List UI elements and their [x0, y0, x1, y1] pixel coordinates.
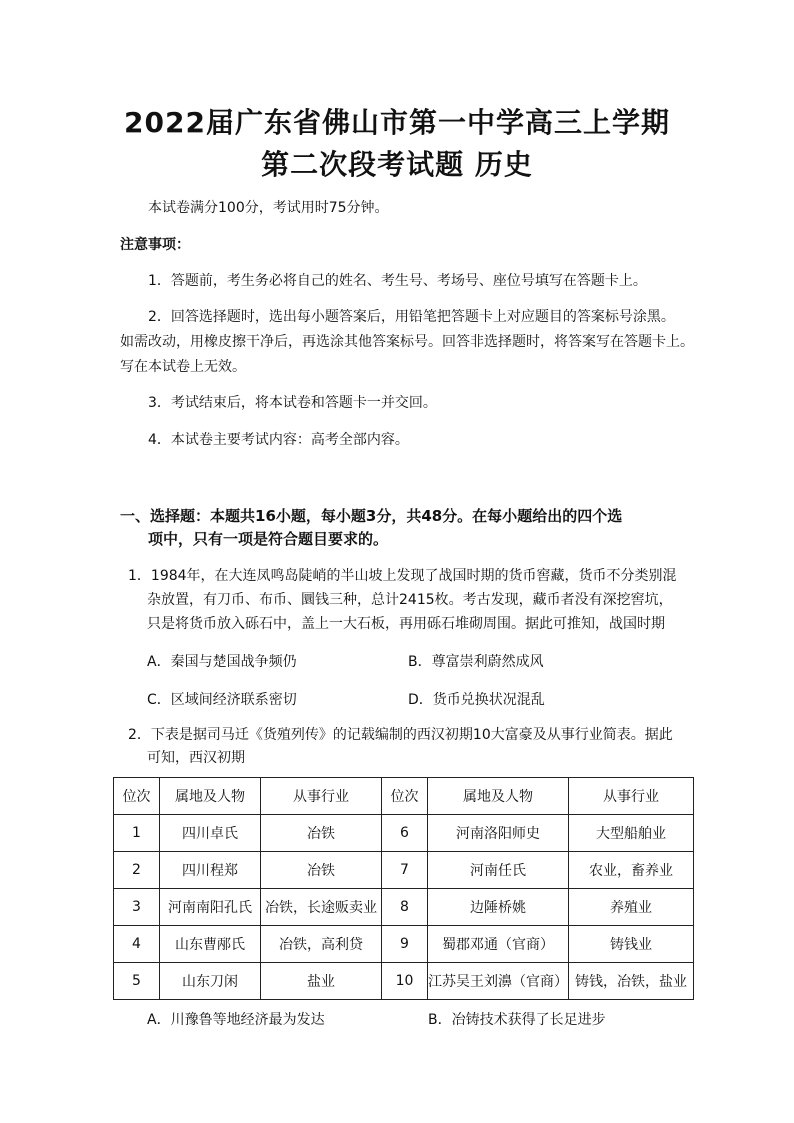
table-cell: 铸钱业	[569, 926, 694, 963]
table-cell: 7	[382, 852, 428, 889]
table-cell: 四川卓氏	[160, 815, 261, 852]
table-row	[114, 852, 694, 889]
question-1-line-1: 1．1984年，在大连凤鸣岛陡峭的半山坡上发现了战国时期的货币窖藏，货币不分类别混	[128, 568, 677, 584]
table-cell: 3	[114, 889, 160, 926]
question-1-option-a: A．秦国与楚国战争频仍	[147, 654, 297, 670]
section-1-heading-line-1: 一、选择题：本题共16小题，每小题3分，共48分。在每小题给出的四个选	[120, 507, 623, 525]
table-cell: 8	[382, 889, 428, 926]
table-cell: 4	[114, 926, 160, 963]
table-cell: 5	[114, 963, 160, 1000]
table-cell: 冶铁	[261, 852, 382, 889]
table-cell: 9	[382, 926, 428, 963]
table-header-row	[114, 778, 694, 815]
note-2-line-3: 写在本试卷上无效。	[120, 359, 246, 375]
table-header-cell: 位次	[114, 778, 160, 815]
table-cell: 盐业	[261, 963, 382, 1000]
notes-heading: 注意事项：	[120, 237, 190, 253]
note-3: 3．考试结束后，将本试卷和答题卡一并交回。	[148, 395, 437, 411]
page-title-line-2: 第二次段考试题 历史	[261, 148, 533, 181]
table-cell: 2	[114, 852, 160, 889]
table-cell: 蜀郡邓通（官商）	[428, 926, 569, 963]
table-cell: 江苏吴王刘濞（官商）	[428, 963, 569, 1000]
table-cell: 冶铁，长途贩卖业	[261, 889, 382, 926]
table-cell: 大型船舶业	[569, 815, 694, 852]
table-header-cell: 位次	[382, 778, 428, 815]
question-2-option-b: B．冶铸技术获得了长足进步	[428, 1012, 606, 1028]
section-1-heading-line-2: 项中，只有一项是符合题目要求的。	[148, 530, 389, 548]
question-1-option-c: C．区域间经济联系密切	[147, 692, 297, 708]
table-cell: 边陲桥姚	[428, 889, 569, 926]
exam-intro: 本试卷满分100分，考试用时75分钟。	[148, 200, 389, 216]
question-1-option-d: D．货币兑换状况混乱	[408, 692, 545, 708]
note-1: 1．答题前，考生务必将自己的姓名、考生号、考场号、座位号填写在答题卡上。	[148, 273, 647, 289]
question-2-line-1: 2．下表是据司马迁《货殖列传》的记载编制的西汉初期10大富豪及从事行业简表。据此	[128, 727, 673, 743]
question-1-line-2: 杂放置，有刀币、布币、圜钱三种，总计2415枚。考古发现，藏币者没有深挖窖坑，	[147, 592, 673, 608]
table-cell: 农业，畜养业	[569, 852, 694, 889]
table-header-cell: 属地及人物	[160, 778, 261, 815]
table-row	[114, 926, 694, 963]
table-cell: 铸钱，冶铁，盐业	[569, 963, 694, 1000]
table-cell: 河南洛阳师史	[428, 815, 569, 852]
table-row	[114, 815, 694, 852]
page-title-line-1: 2022届广东省佛山市第一中学高三上学期	[124, 106, 670, 139]
table-cell: 四川程郑	[160, 852, 261, 889]
question-2-option-a: A．川豫鲁等地经济最为发达	[147, 1012, 325, 1028]
table-cell: 10	[382, 963, 428, 1000]
table-row	[114, 889, 694, 926]
wealthy-merchants-table	[113, 777, 694, 1000]
table-cell: 冶铁	[261, 815, 382, 852]
table-cell: 河南南阳孔氏	[160, 889, 261, 926]
question-1-line-3: 只是将货币放入砾石中，盖上一大石板，再用砾石堆砌周围。据此可推知，战国时期	[147, 616, 665, 632]
note-4: 4．本试卷主要考试内容：高考全部内容。	[148, 432, 409, 448]
table-header-cell: 从事行业	[569, 778, 694, 815]
note-2-line-1: 2．回答选择题时，选出每小题答案后，用铅笔把答题卡上对应题目的答案标号涂黑。	[148, 309, 675, 325]
table-cell: 6	[382, 815, 428, 852]
table-cell: 山东刀闲	[160, 963, 261, 1000]
table-header-cell: 从事行业	[261, 778, 382, 815]
question-2-line-2: 可知，西汉初期	[147, 750, 245, 766]
table-cell: 1	[114, 815, 160, 852]
table-row	[114, 963, 694, 1000]
note-2-line-2: 如需改动，用橡皮擦干净后，再选涂其他答案标号。回答非选择题时，将答案写在答题卡上。	[120, 334, 694, 350]
table-cell: 养殖业	[569, 889, 694, 926]
question-1-option-b: B．尊富崇利蔚然成风	[408, 654, 544, 670]
table-cell: 冶铁，高利贷	[261, 926, 382, 963]
table-header-cell: 属地及人物	[428, 778, 569, 815]
table-cell: 河南任氏	[428, 852, 569, 889]
table-cell: 山东曹邴氏	[160, 926, 261, 963]
